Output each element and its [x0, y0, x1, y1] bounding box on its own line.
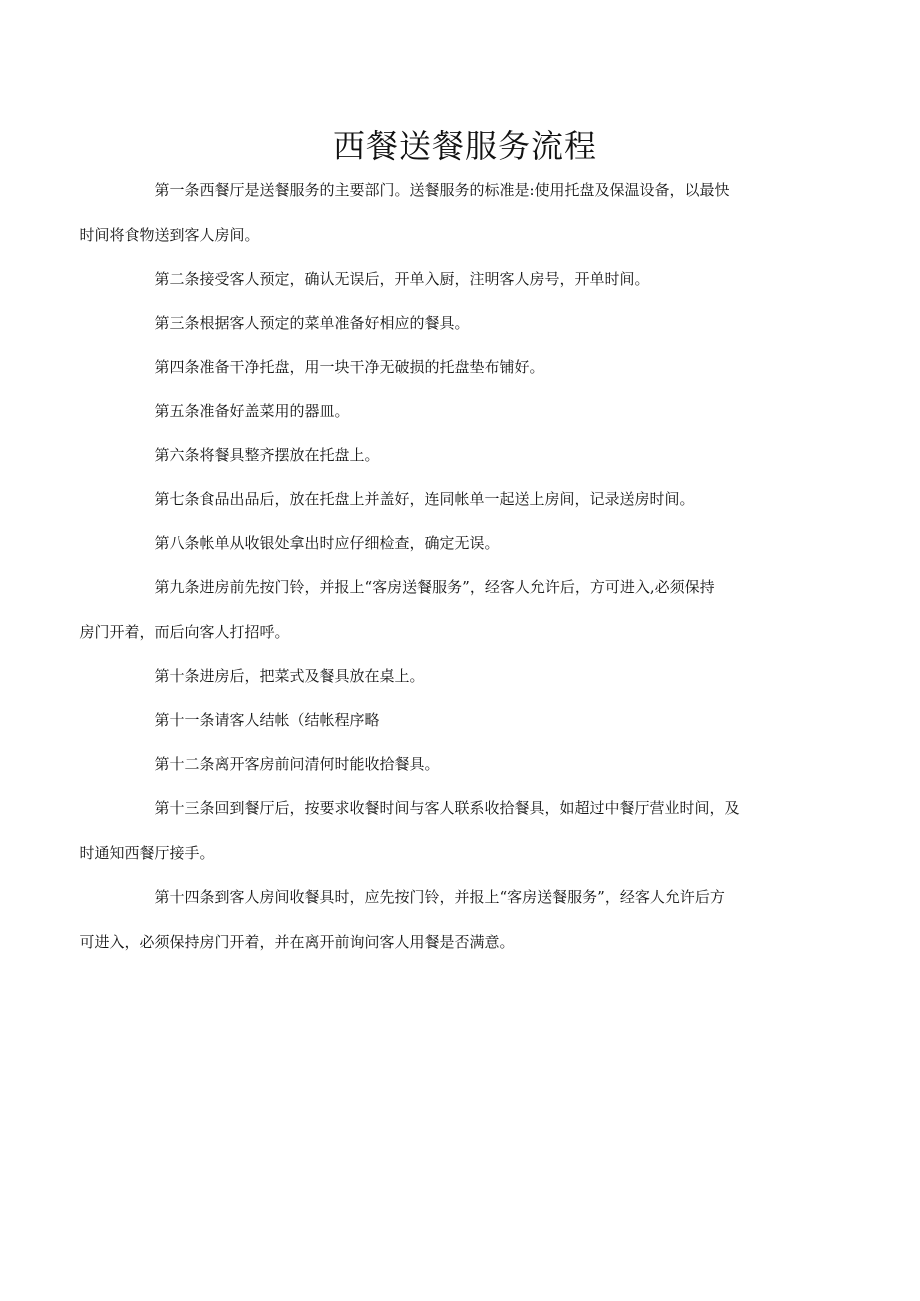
article-14-line-1: 第十四条到客人房间收餐具时，应先按门铃，并报上“客房送餐服务”，经客人允许后方 [154, 888, 725, 906]
article-10 [117, 665, 813, 687]
article-5 [117, 400, 813, 422]
article-7-line-1: 第七条食品出品后，放在托盘上并盖好，连同帐单一起送上房间，记录送房时间。 [154, 490, 695, 508]
article-14-line-2: 可进入，必须保持房门开着，并在离开前询问客人用餐是否满意。 [79, 933, 515, 951]
article-14 [79, 886, 813, 953]
paragraph-gap [117, 378, 813, 400]
article-6 [117, 444, 813, 466]
article-4-line-1: 第四条准备干净托盘，用一块干净无破损的托盘垫布铺好。 [154, 358, 545, 376]
article-13 [79, 797, 813, 864]
article-11 [117, 709, 813, 731]
article-8-line-1: 第八条帐单从收银处拿出时应仔细检查，确定无误。 [154, 534, 500, 552]
paragraph-gap [117, 510, 813, 532]
article-12 [117, 753, 813, 775]
article-6-line-1: 第六条将餐具整齐摆放在托盘上。 [154, 446, 380, 464]
article-10-line-1: 第十条进房后，把菜式及餐具放在桌上。 [154, 667, 425, 685]
paragraph-gap [117, 466, 813, 488]
article-12-line-1: 第十二条离开客房前问清何时能收拾餐具。 [154, 755, 440, 773]
paragraph-gap [117, 246, 813, 268]
article-2-line-1: 第二条接受客人预定，确认无误后，开单入厨，注明客人房号，开单时间。 [154, 270, 650, 288]
paragraph-gap [117, 864, 813, 886]
article-9-line-1: 第九条进房前先按门铃，并报上“客房送餐服务”，经客人允许后，方可进入,必须保持 [154, 578, 715, 596]
line-gap [117, 819, 813, 842]
paragraph-gap [117, 775, 813, 797]
article-2 [117, 268, 813, 290]
paragraph-gap [117, 687, 813, 709]
paragraph-gap [117, 422, 813, 444]
document-title: 西餐送餐服务流程 [332, 127, 597, 165]
article-9-line-2: 房门开着，而后向客人打招呼。 [79, 623, 290, 641]
article-1 [79, 179, 813, 246]
paragraph-gap [117, 290, 813, 312]
paragraph-gap [117, 334, 813, 356]
line-gap [117, 598, 813, 621]
article-11-line-1: 第十一条请客人结帐（结帐程序略 [154, 711, 380, 729]
line-gap [117, 201, 813, 224]
article-7 [117, 488, 813, 510]
line-gap [117, 908, 813, 931]
paragraph-gap [117, 643, 813, 665]
article-1-line-1: 第一条西餐厅是送餐服务的主要部门。送餐服务的标准是:使用托盘及保温设备，以最快 [154, 181, 730, 199]
article-13-line-1: 第十三条回到餐厅后，按要求收餐时间与客人联系收拾餐具，如超过中餐厅营业时间，及 [154, 799, 740, 817]
article-9 [79, 576, 813, 643]
article-4 [117, 356, 813, 378]
paragraph-gap [117, 731, 813, 753]
article-1-line-2: 时间将食物送到客人房间。 [79, 226, 260, 244]
article-5-line-1: 第五条准备好盖菜用的器皿。 [154, 402, 350, 420]
article-8 [117, 532, 813, 554]
article-13-line-2: 时通知西餐厅接手。 [79, 844, 215, 862]
article-3-line-1: 第三条根据客人预定的菜单准备好相应的餐具。 [154, 314, 470, 332]
article-3 [117, 312, 813, 334]
document-body [79, 179, 813, 953]
paragraph-gap [117, 554, 813, 576]
